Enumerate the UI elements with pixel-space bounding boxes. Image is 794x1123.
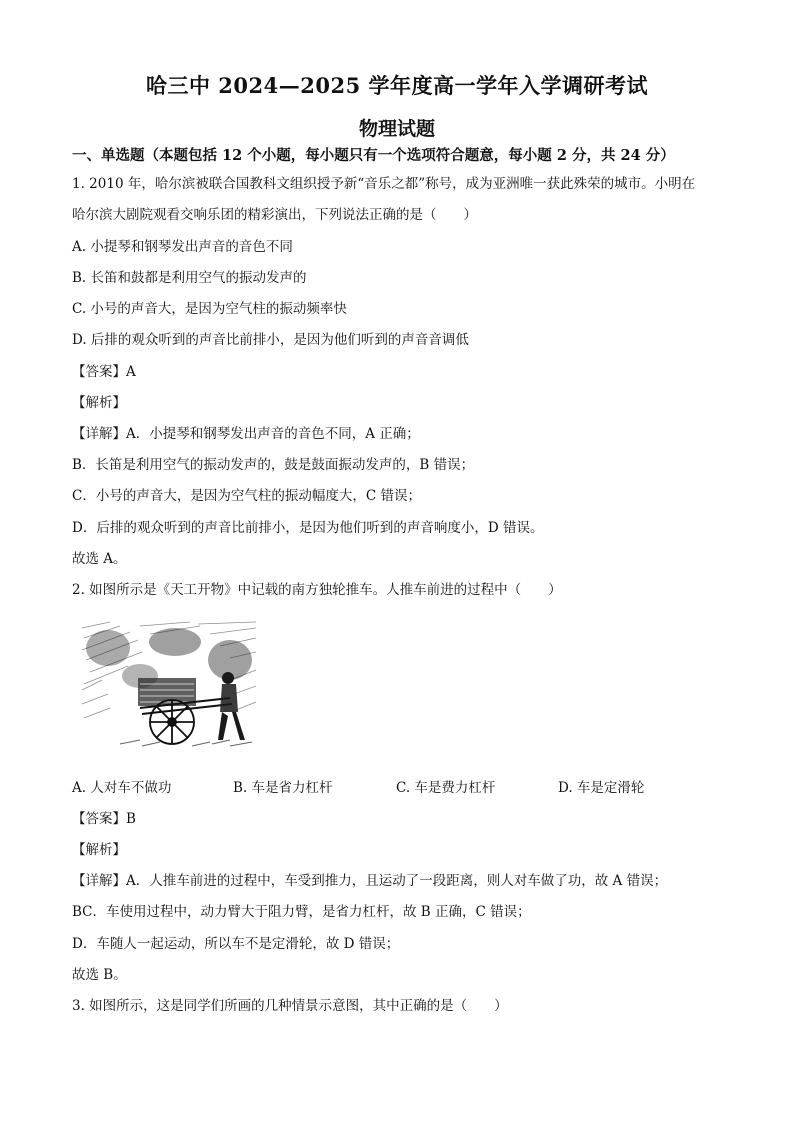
exam-title: 哈三中 2024—2025 学年度高一学年入学调研考试 [145,73,648,98]
q1-conclusion: 故选 A。 [72,551,127,567]
q2-detail-2: BC．车使用过程中，动力臂大于阻力臂，是省力杠杆，故 B 正确，C 错误； [72,904,531,920]
q1-detail-4: D．后排的观众听到的声音比前排小，是因为他们听到的声音响度小，D 错误。 [72,520,544,536]
q2-option-b: B. 车是省力杠杆 [233,780,333,796]
q2-conclusion: 故选 B。 [72,967,127,983]
section-heading: 一、单选题（本题包括 12 个小题，每小题只有一个选项符合题意，每小题 2 分，共 24 分） [72,147,675,164]
q2-option-d: D. 车是定滑轮 [558,780,645,796]
q1-option-c: C. 小号的声音大，是因为空气柱的振动频率快 [72,301,347,317]
q1-stem-line1: 1. 2010 年，哈尔滨被联合国教科文组织授予新“音乐之都”称号，成为亚洲唯一获此殊荣的城市。小明在 [72,176,696,192]
q1-stem-line2: 哈尔滨大剧院观看交响乐团的精彩演出，下列说法正确的是（ ） [72,207,477,223]
q1-analysis-label: 【解析】 [72,395,126,411]
q1-answer: 【答案】A [72,364,136,380]
q2-option-c: C. 车是费力杠杆 [396,780,496,796]
q1-detail-1: 【详解】A．小提琴和钢琴发出声音的音色不同，A 正确； [72,426,420,442]
q1-option-a: A. 小提琴和钢琴发出声音的音色不同 [72,239,293,255]
q1-detail-2: B．长笛是利用空气的振动发声的，鼓是鼓面振动发声的，B 错误； [72,457,475,473]
q2-detail-1: 【详解】A．人推车前进的过程中，车受到推力，且运动了一段距离，则人对车做了功，故 A 错误； [72,873,668,889]
q1-option-b: B. 长笛和鼓都是利用空气的振动发声的 [72,270,307,286]
q2-option-a: A. 人对车不做功 [72,780,172,796]
q2-detail-3: D．车随人一起运动，所以车不是定滑轮，故 D 错误； [72,936,400,952]
q1-option-d: D. 后排的观众听到的声音比前排小，是因为他们听到的声音音调低 [72,332,469,348]
exam-subtitle: 物理试题 [358,118,435,140]
wheelbarrow-illustration [80,620,258,750]
q3-stem: 3. 如图所示，这是同学们所画的几种情景示意图，其中正确的是（ ） [72,998,508,1014]
q2-stem: 2. 如图所示是《天工开物》中记载的南方独轮推车。人推车前进的过程中（ ） [72,582,562,598]
q1-detail-3: C．小号的声音大，是因为空气柱的振动幅度大，C 错误； [72,488,421,504]
q2-answer: 【答案】B [72,811,136,827]
q2-analysis-label: 【解析】 [72,842,126,858]
